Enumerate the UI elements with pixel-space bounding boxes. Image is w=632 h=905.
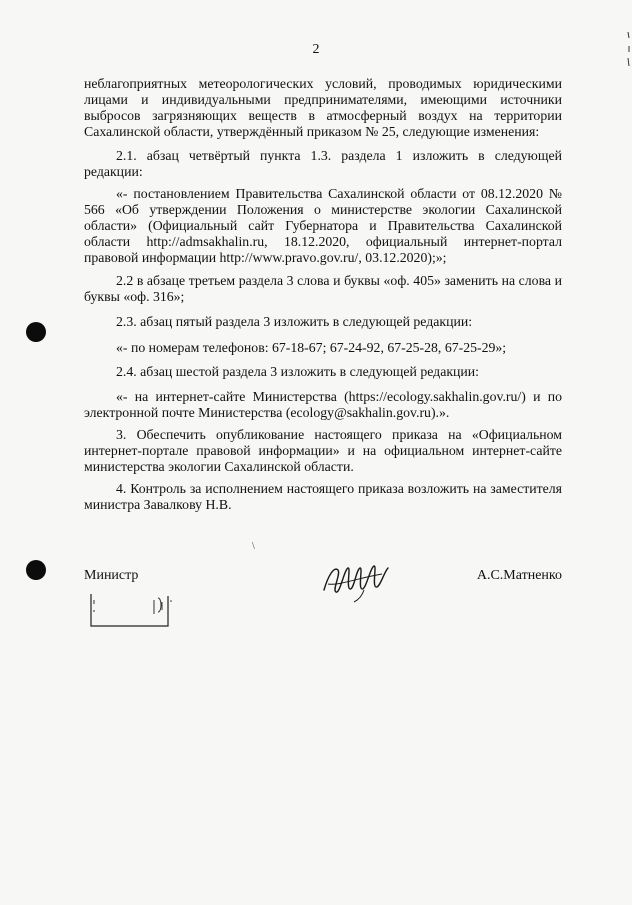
paragraph-2-4-quote: «- на интернет-сайте Министерства (https://ecology.sakhalin.gov.ru/) и по электронной почте Министерства (ecology@sakhalin.gov.ru).».	[84, 389, 562, 420]
paragraph-intro-continued: неблагоприятных метеорологических условий, проводимых юридическими лицами и индивидуальными предпринимателями, имеющими источники выбросов загрязняющих веществ в атмосферный воздух на территории Сахалинской области, утверждённый приказом № 25, следующие изменения:	[84, 76, 562, 139]
scan-edge-mark	[626, 30, 632, 70]
paragraph-2-2: 2.2 в абзаце третьем раздела 3 слова и буквы «оф. 405» заменить на слова и буквы «оф. 316»;	[84, 273, 562, 304]
page-number: 2	[312, 42, 320, 57]
paragraph-2-4: 2.4. абзац шестой раздела 3 изложить в следующей редакции:	[116, 364, 480, 379]
paragraph-2-1: 2.1. абзац четвёртый пункта 1.3. раздела 1 изложить в следующей редакции:	[84, 148, 562, 179]
handwritten-signature	[318, 556, 398, 606]
paragraph-2-1-quote: «- постановлением Правительства Сахалинской области от 08.12.2020 № 566 «Об утверждении Положения о министерстве экологии Сахалинской области» (Официальный сайт Губернатора и Правительства Сахалинской области http://admsakhalin.ru, 18.12.2020, официальный интернет-портал правовой информации http://www.pravo.gov.ru/, 03.12.2020);»;	[84, 186, 562, 265]
paragraph-4: 4. Контроль за исполнением настоящего приказа возложить на заместителя министра Завалкову Н.В.	[84, 481, 562, 512]
paragraph-3: 3. Обеспечить опубликование настоящего приказа на «Официальном интернет-портале правовой информации» и на официальном интернет-сайте министерства экологии Сахалинской области.	[84, 427, 562, 474]
stamp-mark	[88, 592, 178, 632]
punch-hole-lower	[26, 560, 46, 580]
signatory-position: Министр	[84, 568, 139, 583]
paragraph-2-3: 2.3. абзац пятый раздела 3 изложить в следующей редакции:	[116, 314, 473, 329]
signatory-name: А.С.Матненко	[476, 568, 562, 583]
paragraph-2-3-quote: «- по номерам телефонов: 67-18-67; 67-24-92, 67-25-28, 67-25-29»;	[116, 340, 507, 355]
scan-mark: \	[252, 541, 255, 552]
punch-hole-upper	[26, 322, 46, 342]
